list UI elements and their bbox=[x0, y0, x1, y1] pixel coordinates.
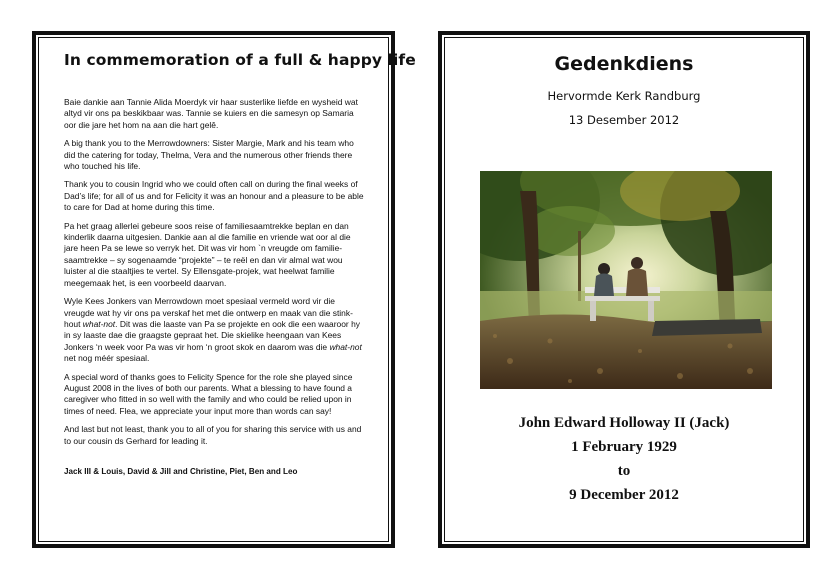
park-bench-photo bbox=[480, 171, 772, 389]
park-bench-photo-graphic bbox=[480, 171, 772, 389]
paragraph bbox=[64, 97, 365, 131]
full-name: John Edward Holloway II (Jack) bbox=[518, 415, 730, 431]
paragraph-text: A big thank you to the Merrowdowners: Sister Margie, Mark and his team who did the catering for today, Thelma, Vera and the numerous other friends there who touched his life. bbox=[64, 138, 354, 172]
date-separator: to bbox=[617, 463, 631, 479]
message-body bbox=[64, 97, 365, 447]
service-title: Gedenkdiens bbox=[554, 53, 694, 75]
italic-text: what-not bbox=[329, 341, 362, 352]
paragraph bbox=[64, 221, 365, 289]
page-title: In commemoration of a full & happy life bbox=[64, 51, 416, 69]
paragraph-text: Baie dankie aan Tannie Alida Moerdyk vir haar susterlike liefde en wysheid wat altyd vir ons pa beskikbaar was. Tannie se kuiers en die samesyn op Samaria oor die jare het hom na aan die hart gelê. bbox=[64, 97, 358, 130]
signature: Jack III & Louis, David & Jill and Christine, Piet, Ben and Leo bbox=[64, 466, 298, 476]
right-page bbox=[438, 31, 810, 548]
paragraph-text: net nog méér spesiaal. bbox=[64, 353, 150, 364]
paragraph bbox=[64, 179, 365, 213]
service-date: 13 Desember 2012 bbox=[568, 113, 680, 127]
paragraph bbox=[64, 424, 365, 447]
death-date: 9 December 2012 bbox=[569, 487, 679, 503]
paragraph-text: A special word of thanks goes to Felicity Spence for the role she played since August 2008 in the lives of both our parents. What a blessing to have found a caregiver who fitted in so well with the family and who could be relied upon in times of need. Flea, we appreciate your input more than words can say! bbox=[64, 371, 353, 416]
italic-text: what-not bbox=[82, 318, 116, 329]
paragraph-text: And last but not least, thank you to all of you for sharing this service with us and to our cousin ds Gerhard for leading it. bbox=[64, 424, 362, 446]
paragraph-text: Thank you to cousin Ingrid who we could often call on during the final weeks of Dad’s life; for all of us and for Felicity it was an honour and a pleasure to be able to care for Dad at home during this time. bbox=[64, 179, 364, 213]
paragraph-text: Wyle Kees Jonkers van Merrowdown moet spesiaal vermeld word vir die vreugde wat hy vir ons pa verskaf het met die ontwerp en maak van die stink-hout bbox=[64, 296, 353, 329]
church-name: Hervormde Kerk Randburg bbox=[547, 89, 701, 103]
left-page bbox=[32, 31, 416, 548]
birth-date: 1 February 1929 bbox=[571, 439, 677, 455]
paragraph-text: . Dit was die laaste van Pa se projekte en ook die een waaroor hy in sy laaste dae die graagste gepraat het. Die skielike heengaan van Kees Jonkers ‘n week voor Pa was vir hom ‘n groot skok en daarom was die bbox=[64, 318, 360, 352]
paragraph bbox=[64, 138, 365, 172]
paragraph bbox=[64, 372, 365, 418]
name-and-dates bbox=[442, 411, 806, 507]
paragraph-text: Pa het graag allerlei gebeure soos reise of familiesaamtrekke beplan en dan kinderlik daarna uitgesien. Dankie aan al die familie en vriende wat oor al die jare heen Pa se lewe so verryk het. Dit was vir hom `n vreugde om familie-saamtrekke – sy sogenaamde “projekte” – te reël en dan vir almal wat wou luister al die staaltjies te vertel. Sy Ellensgate-projek, wat heelwat familie meegemaak het, is een voorbeeld daarvan. bbox=[64, 220, 351, 288]
paragraph bbox=[64, 296, 365, 364]
